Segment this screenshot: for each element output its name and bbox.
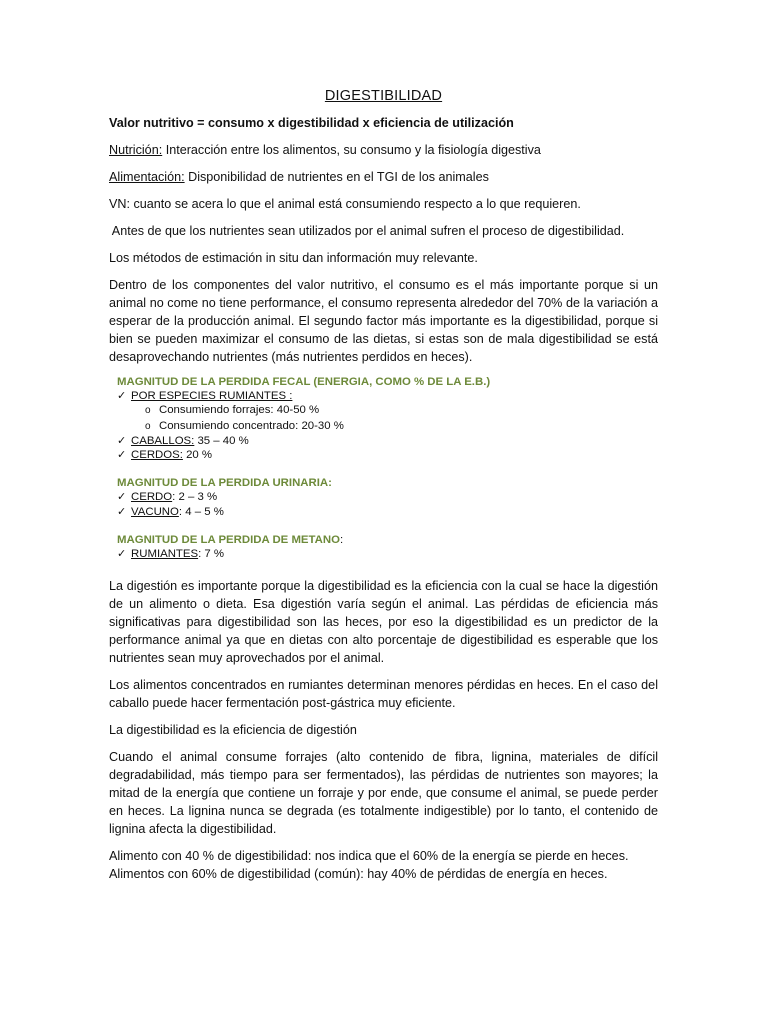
list-item — [117, 547, 658, 561]
forrajes-paragraph: Cuando el animal consume forrajes (alto contenido de fibra, lignina, materiales de difícil degradabilidad, más tiempo para ser fermentados), las pérdidas de nutrientes son mayores; la mitad de la energía que contiene un forraje y por ende, que consume el animal, se puede perder en heces. La lignina nunca se degrada (es totalmente indigestible) por lo tanto, el contenido de lignina afecta la digestibilidad. — [109, 750, 658, 837]
forrajes-loss: Consumiendo forrajes: 40-50 % — [159, 404, 320, 417]
vacuno-label: VACUNO — [131, 505, 179, 518]
list-item — [145, 419, 658, 434]
nutricion-text: Interacción entre los alimentos, su consumo y la fisiología digestiva — [162, 143, 541, 157]
antes-paragraph: Antes de que los nutrientes sean utilizados por el animal sufren el proceso de digestibilidad. — [109, 224, 625, 238]
list-item — [117, 448, 658, 462]
cerdo-value: : 2 – 3 % — [172, 491, 218, 504]
check-icon: ✓ — [117, 434, 127, 447]
alimentacion-text: Disponibilidad de nutrientes en el TGI de los animales — [184, 170, 489, 184]
vn-paragraph: VN: cuanto se acera lo que el animal está consumiendo respecto a lo que requieren. — [109, 197, 581, 211]
cerdos-value: 20 % — [182, 449, 213, 462]
metodos-paragraph: Los métodos de estimación in situ dan información muy relevante. — [109, 251, 478, 265]
list-item — [117, 389, 658, 403]
alimentacion-term: Alimentación: — [109, 170, 185, 184]
circle-bullet-icon: o — [145, 420, 151, 432]
caballos-label: CABALLOS: — [131, 434, 195, 447]
nutricion-term: Nutrición: — [109, 143, 163, 157]
alimentacion-definition — [109, 168, 658, 186]
rumiantes-species-label: POR ESPECIES RUMIANTES : — [131, 390, 293, 403]
alimento-40-line: Alimento con 40 % de digestibilidad: nos indica que el 60% de la energía se pierde en heces. — [109, 849, 629, 864]
cerdo-label: CERDO — [131, 491, 173, 504]
rumiantes-label: RUMIANTES — [131, 548, 199, 561]
concentrados-paragraph: Los alimentos concentrados en rumiantes determinan menores pérdidas en heces. En el caso del caballo puede hacer fermentación post-gástrica muy eficiente. — [109, 678, 658, 711]
check-icon: ✓ — [117, 491, 127, 504]
nutricion-definition — [109, 141, 658, 159]
digestion-paragraph: La digestión es importante porque la digestibilidad es la eficiencia con la cual se hace la digestión de un alimento o dieta. Esa digestión varía según el animal. Las pérdidas de eficiencia más significativas para digestibilidad son las heces, por eso la digestibilidad es un predictor de la performance animal ya que en dietas con alto porcentaje de digestibilidad es esperable que los nutrientes sean muy aprovechados por el animal. — [109, 579, 658, 666]
list-item — [145, 403, 658, 418]
concentrado-loss: Consumiendo concentrado: 20-30 % — [159, 419, 344, 432]
caballos-value: 35 – 40 % — [194, 434, 249, 447]
metano-heading-line — [117, 533, 658, 547]
alimentos-paragraph — [109, 847, 658, 883]
metano-colon: : — [339, 533, 344, 546]
document-body — [109, 87, 658, 892]
circle-bullet-icon: o — [145, 405, 151, 417]
formula-line: Valor nutritivo = consumo x digestibilidad x eficiencia de utilización — [109, 116, 514, 130]
alimento-60-line: Alimentos con 60% de digestibilidad (común): hay 40% de pérdidas de energía en heces. — [109, 867, 608, 882]
check-icon: ✓ — [117, 390, 127, 403]
dentro-paragraph: Dentro de los componentes del valor nutritivo, el consumo es el más importante porque si un animal no come no tiene performance, el consumo representa alrededor del 70% de la variación a esperar de la producción animal. El segundo factor más importante es la digestibilidad, porque si bien se pueden maximizar el consumo de las dietas, si estas son de mala digestibilidad se está desaprovechando nutrientes (más nutrientes perdidos en heces). — [109, 278, 658, 364]
check-icon: ✓ — [117, 505, 127, 518]
fecal-heading: MAGNITUD DE LA PERDIDA FECAL (ENERGIA, COMO % DE LA E.B.) — [117, 376, 491, 388]
check-icon: ✓ — [117, 548, 127, 561]
list-item — [117, 505, 658, 519]
rumiantes-value: : 7 % — [198, 548, 225, 561]
page-title: DIGESTIBILIDAD — [324, 88, 443, 104]
check-icon: ✓ — [117, 449, 127, 462]
urinaria-heading: MAGNITUD DE LA PERDIDA URINARIA: — [117, 477, 332, 490]
eficiencia-paragraph: La digestibilidad es la eficiencia de digestión — [109, 723, 357, 738]
magnitudes-section — [117, 375, 658, 561]
cerdos-label: CERDOS: — [131, 449, 183, 462]
metano-heading: MAGNITUD DE LA PERDIDA DE METANO — [117, 533, 340, 546]
list-item — [117, 490, 658, 504]
list-item — [117, 434, 658, 448]
vacuno-value: : 4 – 5 % — [178, 505, 224, 518]
